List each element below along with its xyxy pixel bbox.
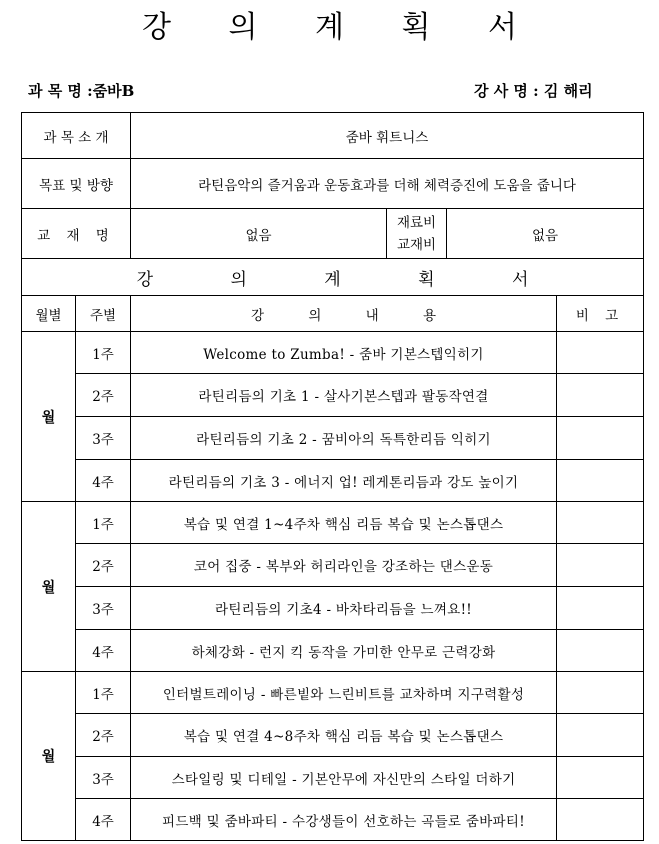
section-title-row	[22, 259, 644, 296]
intro-row	[22, 113, 644, 159]
col-content: 강 의 내 용	[131, 296, 557, 332]
week-label: 4주	[76, 799, 131, 841]
table-row	[22, 587, 644, 630]
page-title: 강 의 계 획 서	[141, 10, 542, 45]
week-label: 3주	[76, 757, 131, 799]
week-content: 라틴리듬의 기초 1 - 살사기본스텝과 팔동작연결	[131, 374, 557, 417]
textbook-value: 없음	[131, 209, 387, 259]
week-note	[557, 587, 644, 630]
intro-value: 줌바 휘트니스	[131, 113, 644, 159]
instructor-value: 김 해리	[543, 82, 593, 100]
subject-meta	[28, 80, 134, 101]
col-note: 비 고	[557, 296, 644, 332]
textbook-row	[22, 209, 644, 259]
goal-value: 라틴음악의 즐거움과 운동효과를 더해 체력증진에 도움을 줍니다	[131, 159, 644, 209]
table-row	[22, 630, 644, 672]
table-row	[22, 544, 644, 587]
subject-label: 과 목 명 :	[28, 82, 93, 100]
week-content: 라틴리듬의 기초 2 - 꿈비아의 독특한리듬 익히기	[131, 417, 557, 460]
week-label: 4주	[76, 460, 131, 502]
fee-value: 없음	[447, 209, 644, 259]
col-month: 월별	[22, 296, 76, 332]
week-label: 2주	[76, 544, 131, 587]
week-content: 하체강화 - 런지 킥 동작을 가미한 안무로 근력강화	[131, 630, 557, 672]
instructor-label: 강 사 명 :	[474, 82, 539, 100]
week-content: 복습 및 연결 4~8주차 핵심 리듬 복습 및 논스톱댄스	[131, 714, 557, 757]
week-note	[557, 544, 644, 587]
week-note	[557, 757, 644, 799]
week-note	[557, 502, 644, 544]
table-row	[22, 332, 644, 374]
table-row	[22, 502, 644, 544]
goal-row	[22, 159, 644, 209]
table-row	[22, 417, 644, 460]
col-week: 주별	[76, 296, 131, 332]
week-label: 2주	[76, 374, 131, 417]
week-note	[557, 672, 644, 714]
week-note	[557, 714, 644, 757]
week-content: Welcome to Zumba! - 줌바 기본스텝익히기	[131, 332, 557, 374]
week-label: 1주	[76, 672, 131, 714]
section-title: 강 의 계 획 서	[22, 259, 644, 296]
week-content: 코어 집중 - 복부와 허리라인을 강조하는 댄스운동	[131, 544, 557, 587]
week-note	[557, 630, 644, 672]
textbook-label: 교 재 명	[22, 209, 131, 259]
week-content: 인터벌트레이닝 - 빠른빝와 느린비트를 교차하며 지구력활성	[131, 672, 557, 714]
week-note	[557, 799, 644, 841]
week-content: 라틴리듬의 기초 3 - 에너지 업! 레게톤리듬과 강도 높이기	[131, 460, 557, 502]
subject-value: 줌바B	[92, 82, 135, 100]
table-row	[22, 460, 644, 502]
week-note	[557, 374, 644, 417]
week-label: 1주	[76, 502, 131, 544]
week-label: 1주	[76, 332, 131, 374]
goal-label: 목표 및 방향	[22, 159, 131, 209]
week-content: 피드백 및 줌바파티 - 수강생들이 선호하는 곡들로 줌바파티!	[131, 799, 557, 841]
week-label: 3주	[76, 417, 131, 460]
week-content: 라틴리듬의 기초4 - 바차타리듬을 느껴요!!	[131, 587, 557, 630]
week-content: 복습 및 연결 1~4주차 핵심 리듬 복습 및 논스톱댄스	[131, 502, 557, 544]
week-label: 3주	[76, 587, 131, 630]
week-label: 2주	[76, 714, 131, 757]
week-label: 4주	[76, 630, 131, 672]
intro-label: 과 목 소 개	[22, 113, 131, 159]
week-note	[557, 460, 644, 502]
table-row	[22, 672, 644, 714]
month-label: 월	[22, 672, 76, 841]
instructor-meta	[474, 80, 593, 101]
week-content: 스타일링 및 디테일 - 기본안무에 자신만의 스타일 더하기	[131, 757, 557, 799]
week-note	[557, 332, 644, 374]
table-row	[22, 714, 644, 757]
plan-table	[21, 112, 644, 841]
table-row	[22, 757, 644, 799]
table-row	[22, 799, 644, 841]
fee-label-2: 교재비	[396, 236, 437, 253]
fee-label	[387, 209, 447, 259]
week-note	[557, 417, 644, 460]
table-row	[22, 374, 644, 417]
month-label: 월	[22, 332, 76, 502]
fee-label-1: 재료비	[396, 214, 437, 231]
column-header-row	[22, 296, 644, 332]
month-label: 월	[22, 502, 76, 672]
